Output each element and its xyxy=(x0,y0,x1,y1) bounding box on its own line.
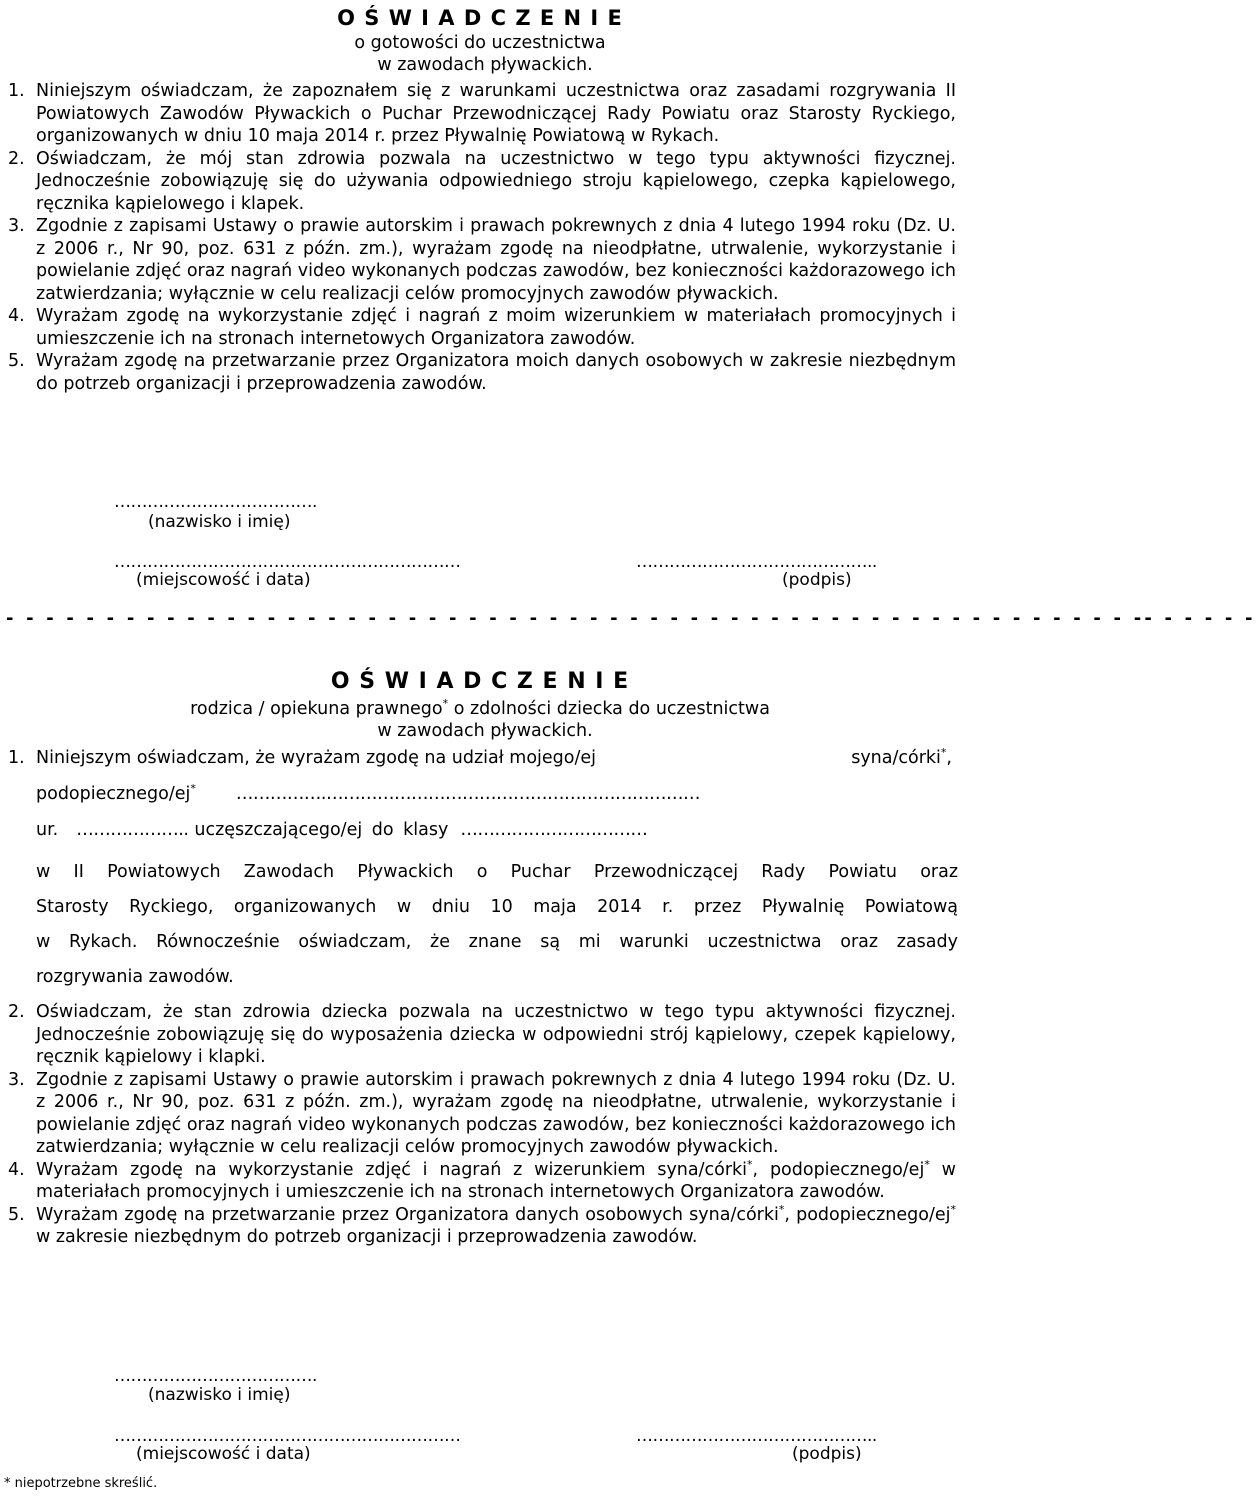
section-title: O Ś W I A D C Z E N I E xyxy=(330,669,630,694)
part1-items xyxy=(8,80,956,395)
item-text: Oświadczam, że stan zdrowia dziecka pozwala na uczestnictwo w tego typu aktywności fizycznej. Jednocześnie zobowiązuję się do wyposażenia dziecka w odpowiedni strój kąpielowy, czepek kąpielowy, ręcznik kąpielowy i klapki. xyxy=(36,1002,956,1067)
item-text: Niniejszym oświadczam, że wyrażam zgodę na udział mojego/ej syna/córki*, xyxy=(36,744,952,772)
child-name-field[interactable]: …………….………………………………………………………… xyxy=(235,784,700,804)
birth-date-field[interactable]: ……………….. xyxy=(76,820,189,840)
part2-item-1 xyxy=(8,744,952,772)
item-number: 2. xyxy=(8,1002,25,1022)
subtitle-text: o zdolności dziecka do uczestnictwa xyxy=(448,699,770,719)
list-item xyxy=(8,350,956,395)
asterisk: * xyxy=(442,697,449,710)
child-name-row xyxy=(36,784,956,804)
item-number: 3. xyxy=(8,216,25,236)
text-line: Starosty Ryckiego, organizowanych w dniu 10 maja 2014 r. przez Pływalnię Powiatową xyxy=(36,897,958,917)
place-date-dotted-line[interactable]: ……………………………………………………… xyxy=(114,1426,461,1446)
place-date-label: (miejscowość i data) xyxy=(136,1444,311,1464)
item-text: Zgodnie z zapisami Ustawy o prawie autorskim i prawach pokrewnych z dnia 4 lutego 1994 roku (Dz. U. z 2006 r., Nr 90, poz. 631 z późn. zm.), wyrażam zgodę na nieodpłatne, utrwalenie, wykorzystanie i powielanie zdjęć oraz nagrań video wykonanych podczas zawodów, bez konieczności każdorazowego ich zatwierdzania; wyłącznie w celu realizacji celów promocyjnych zawodów pływackich. xyxy=(36,1069,956,1157)
list-item xyxy=(8,1204,956,1249)
place-date-label: (miejscowość i data) xyxy=(136,570,311,590)
list-item xyxy=(8,1001,956,1069)
list-item xyxy=(8,215,956,305)
signature-dotted-line[interactable]: …………………………………….. xyxy=(636,1426,877,1446)
signature-dotted-line[interactable]: …………………………………….. xyxy=(636,552,877,572)
list-item xyxy=(8,1159,956,1204)
page-title: O Ś W I A D C Z E N I E xyxy=(337,6,623,30)
subtitle-text: rodzica / opiekuna prawnego xyxy=(190,699,443,719)
subtitle-line-1: o gotowości do uczestnictwa xyxy=(354,33,606,53)
part2-header xyxy=(0,670,960,742)
subtitle-line-2: w zawodach pływackich. xyxy=(377,55,593,75)
list-item xyxy=(8,1069,956,1159)
item-number: 5. xyxy=(8,1204,25,1225)
name-dotted-line[interactable]: ………………………………. xyxy=(114,1366,317,1386)
class-field[interactable]: …………………………… xyxy=(460,820,648,840)
name-dotted-line[interactable]: ………………………………. xyxy=(114,492,317,512)
part2-items xyxy=(8,1001,956,1249)
footnote: * niepotrzebne skreślić. xyxy=(4,1476,158,1491)
name-label: (nazwisko i imię) xyxy=(148,1385,291,1405)
item-text: Wyrażam zgodę na wykorzystanie zdjęć i nagrań z wizerunkiem syna/córki*, podopiecznego/ej* w materiałach promocyjnych i umieszczenie ich na stronach internetowych Organizatora zawodów. xyxy=(36,1157,956,1202)
subtitle-line-1 xyxy=(0,698,960,720)
list-item xyxy=(8,80,956,148)
class-label: uczęszczającego/ej do klasy xyxy=(194,820,449,840)
text-line: w II Powiatowych Zawodach Pływackich o Puchar Przewodniczącej Rady Powiatu oraz xyxy=(36,862,958,882)
list-item xyxy=(8,305,956,350)
item-text: Wyrażam zgodę na przetwarzanie przez Organizatora danych osobowych syna/córki*, podopiecznego/ej* w zakresie niezbędnym do potrzeb organizacji i przeprowadzenia zawodów. xyxy=(36,1202,956,1247)
child-name-label: podopiecznego/ej* xyxy=(36,782,196,804)
item-number: 5. xyxy=(8,351,25,371)
text-line: w Rykach. Równocześnie oświadczam, że znane są mi warunki uczestnictwa oraz zasady xyxy=(36,932,958,952)
item-number: 3. xyxy=(8,1069,25,1090)
item-number: 1. xyxy=(8,748,25,768)
list-item xyxy=(8,148,956,216)
place-date-dotted-line[interactable]: ……………………………………………………… xyxy=(114,552,461,572)
item-text: Oświadczam, że mój stan zdrowia pozwala na uczestnictwo w tego typu aktywności fizycznej. Jednocześnie zobowiązuję się do używania odpowiedniego stroju kąpielowego, czepka kąpielowego, ręcznika kąpielowego i klapek. xyxy=(36,148,956,214)
item1-continuation xyxy=(36,855,958,995)
item-text: Wyrażam zgodę na wykorzystanie zdjęć i nagrań z moim wizerunkiem w materiałach promocyjnych i umieszczenie ich na stronach internetowych Organizatora zawodów. xyxy=(36,306,956,349)
text-line: rozgrywania zawodów. xyxy=(36,967,234,987)
subtitle-line-2: w zawodach pływackich. xyxy=(377,721,593,741)
signature-label: (podpis) xyxy=(792,1444,862,1464)
asterisk-text: syna/córki*, xyxy=(851,746,952,768)
signature-label: (podpis) xyxy=(782,570,852,590)
item-text: Zgodnie z zapisami Ustawy o prawie autorskim i prawach pokrewnych z dnia 4 lutego 1994 roku (Dz. U. z 2006 r., Nr 90, poz. 631 z późn. zm.), wyrażam zgodę na nieodpłatne, utrwalenie, wykorzystanie i powielanie zdjęć oraz nagrań video wykonanych podczas zawodów, bez konieczności każdorazowego ich zatwierdzania; wyłącznie w celu realizacji celów promocyjnych zawodów pływackich. xyxy=(36,216,956,304)
name-label: (nazwisko i imię) xyxy=(148,512,291,532)
item-number: 1. xyxy=(8,81,25,101)
cut-separator: - - - - - - - - - - - - - - - - - - - - - - - - - - - - - - - - - - - - - - - - - - - - - - - - - - - - - - - - -- - - - - - xyxy=(6,608,1256,629)
part1-header xyxy=(0,6,960,76)
item-number: 4. xyxy=(8,306,25,326)
item-text: Wyrażam zgodę na przetwarzanie przez Organizatora moich danych osobowych w zakresie niezbędnym do potrzeb organizacji i przeprowadzenia zawodów. xyxy=(36,351,956,394)
birth-class-row xyxy=(36,820,956,840)
item-number: 4. xyxy=(8,1159,25,1180)
item-number: 2. xyxy=(8,148,25,169)
item-text: Niniejszym oświadczam, że zapoznałem się z warunkami uczestnictwa oraz zasadami rozgrywania II Powiatowych Zawodów Pływackich o Puchar Przewodniczącej Rady Powiatu oraz Starosty Ryckiego, organizowanych w dniu 10 maja 2014 r. przez Pływalnię Powiatową w Rykach. xyxy=(36,81,956,146)
birth-label: ur. xyxy=(36,820,59,840)
